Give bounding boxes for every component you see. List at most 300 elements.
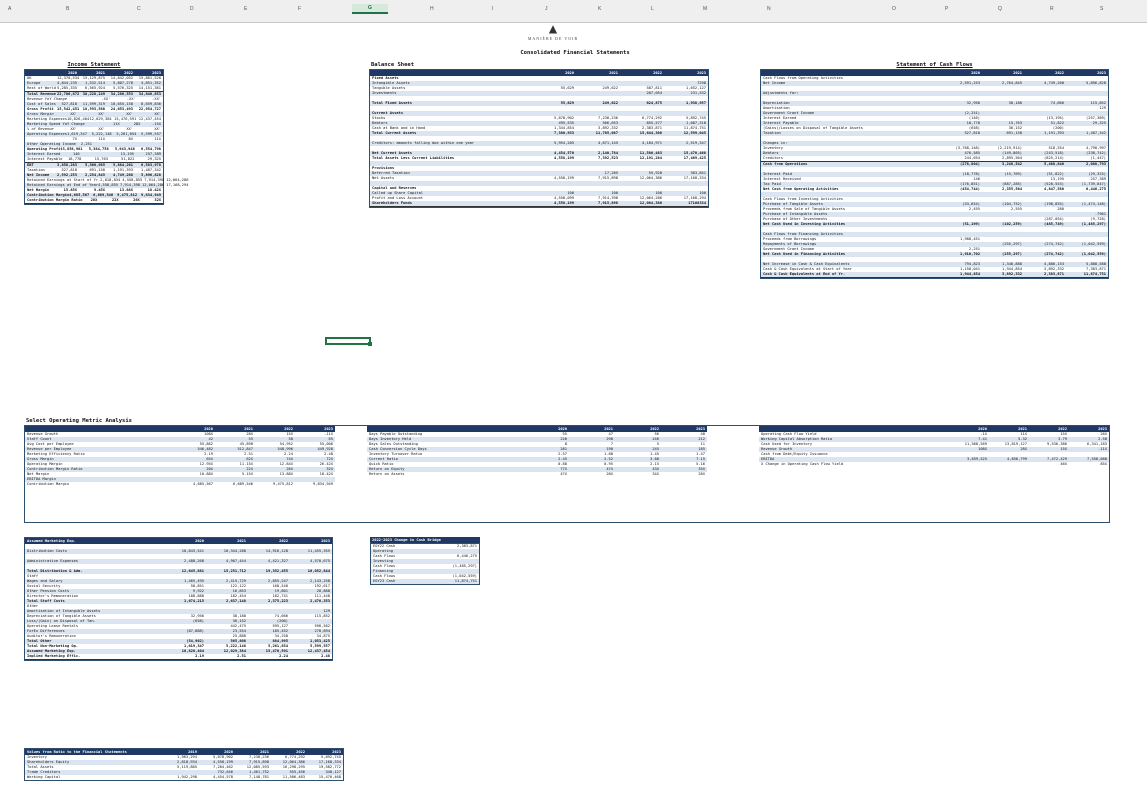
cell-value[interactable]: 10,826,404 <box>181 649 204 653</box>
cell-value[interactable]: -15X <box>152 122 161 126</box>
cell-value[interactable]: 100 <box>611 191 618 195</box>
cell-value[interactable]: 55 <box>248 437 253 441</box>
cell-value[interactable]: 5,896,828 <box>141 173 161 177</box>
cell-value[interactable]: XX' <box>126 112 133 116</box>
cell-value[interactable]: 2,855,247 <box>268 579 288 583</box>
cell-value[interactable]: (198,855) <box>1044 202 1064 206</box>
cell-value[interactable]: 2.48 <box>324 452 333 456</box>
cell-value[interactable]: 245 <box>652 447 659 451</box>
cell-value[interactable]: 1,944,854 <box>1002 267 1022 271</box>
cell-value[interactable]: 2,251 <box>968 247 980 251</box>
cell-value[interactable]: 2,415,729 <box>226 579 246 583</box>
cell-value[interactable]: (1,447) <box>1090 156 1106 160</box>
cell-value[interactable]: 4,685,567 <box>69 193 90 197</box>
cell-value[interactable]: 4,454,570 <box>554 151 574 155</box>
cell-value[interactable]: 2,555 <box>1010 207 1022 211</box>
cell-value[interactable]: 2020 <box>68 71 77 75</box>
cell-value[interactable]: 6,689,546 <box>233 482 253 486</box>
cell-value[interactable]: -XX' <box>152 97 162 101</box>
cell-value[interactable]: 29,325 <box>147 157 161 161</box>
cell-value[interactable]: 55,006 <box>319 442 333 446</box>
cell-value[interactable]: 38,180 <box>232 614 246 618</box>
cell-value[interactable]: 6,565,924 <box>85 86 105 90</box>
cell-value[interactable]: 2,591,253 <box>960 81 980 85</box>
cell-value[interactable]: 2022 <box>284 427 293 431</box>
column-header-h[interactable]: H <box>430 6 434 12</box>
cell-value[interactable]: 4,454,578 <box>213 775 233 779</box>
cell-value[interactable]: 15X <box>1060 447 1067 451</box>
cell-value[interactable]: 2,251 <box>80 142 92 146</box>
cell-value[interactable]: 555,456 <box>289 770 305 774</box>
cell-value[interactable]: 15,763 <box>94 157 108 161</box>
cell-value[interactable]: 12,437,454 <box>138 117 161 121</box>
cell-value[interactable]: 115,852 <box>314 614 330 618</box>
cell-value[interactable]: 6,774,292 <box>285 755 305 759</box>
cell-value[interactable]: 7X <box>72 137 77 141</box>
active-cell-selection[interactable] <box>325 337 371 345</box>
cell-value[interactable]: 5,878,902 <box>554 116 574 120</box>
cell-value[interactable]: 2021 <box>244 427 253 431</box>
cell-value[interactable]: 548,996 <box>277 447 293 451</box>
cell-value[interactable]: 5,222,148 <box>91 132 112 136</box>
cell-value[interactable]: 2022 <box>124 71 133 75</box>
cell-value[interactable]: 231,532 <box>690 91 706 95</box>
cell-value[interactable]: 4,749,268 <box>1044 81 1064 85</box>
cell-value[interactable]: 17,168,294 <box>683 196 706 200</box>
cell-value[interactable]: 45,898 <box>239 442 253 446</box>
cell-value[interactable]: 3.88 <box>650 457 659 461</box>
cell-value[interactable]: 15,542,451 <box>57 107 80 111</box>
cell-value[interactable]: 12,437,454 <box>307 649 330 653</box>
cell-value[interactable]: (1,042,559) <box>1081 242 1106 246</box>
cell-value[interactable]: 34,875 <box>316 634 330 638</box>
cell-value[interactable]: 3,248,542 <box>1002 162 1022 166</box>
cell-value[interactable]: 4,907,444 <box>226 559 246 563</box>
cell-value[interactable]: 257,389 <box>145 152 162 156</box>
cell-value[interactable]: 249,622 <box>602 86 618 90</box>
cell-value[interactable]: 518,554 <box>1048 146 1064 150</box>
cell-value[interactable]: 23,554 <box>232 629 246 633</box>
cell-value[interactable]: 2.19 <box>204 452 213 456</box>
cell-value[interactable]: 8X <box>128 137 133 141</box>
cell-value[interactable]: 2.45 <box>558 457 567 461</box>
cell-value[interactable]: 794,823 <box>964 262 980 266</box>
cell-value[interactable]: 281 <box>560 447 567 451</box>
cell-value[interactable]: 2019 <box>188 750 197 754</box>
cell-value[interactable]: XX' <box>70 127 77 131</box>
cell-value[interactable]: 7.15 <box>696 457 705 461</box>
cell-value[interactable]: 11,455,355 <box>307 549 330 553</box>
cell-value[interactable]: 22X <box>111 198 119 202</box>
cell-value[interactable]: 18,593,580 <box>82 107 105 111</box>
cell-value[interactable]: 287,054 <box>646 91 662 95</box>
cell-value[interactable]: 20X <box>206 467 213 471</box>
cell-value[interactable]: 4,847,580 <box>1044 187 1064 191</box>
cell-value[interactable]: 58 <box>288 437 293 441</box>
cell-value[interactable]: 587,811 <box>646 86 662 90</box>
cell-value[interactable]: 85X <box>1100 462 1107 466</box>
cell-value[interactable]: 2020 <box>565 71 574 75</box>
cell-value[interactable]: 1,944,854 <box>960 272 980 276</box>
column-header-k[interactable]: K <box>598 6 602 12</box>
cell-value[interactable]: XX' <box>70 112 77 116</box>
cell-value[interactable]: 442,475 <box>230 624 246 628</box>
cell-value[interactable]: 5,954,205 <box>554 141 574 145</box>
cell-value[interactable]: 74X <box>286 457 293 461</box>
cell-value[interactable]: 5.16 <box>696 462 705 466</box>
cell-value[interactable]: 7,915,898 <box>598 201 618 205</box>
cell-value[interactable]: 4,421,327 <box>268 559 288 563</box>
cell-value[interactable]: 10.88X <box>199 472 213 476</box>
cell-value[interactable]: 2,088,793 <box>1086 162 1106 166</box>
cell-value[interactable]: 6,341,183 <box>1087 442 1107 446</box>
cell-value[interactable]: 15,129,875 <box>82 76 105 80</box>
cell-value[interactable]: 546,482 <box>197 447 213 451</box>
cell-value[interactable]: 5,599,557 <box>310 644 330 648</box>
cell-value[interactable]: 55,928 <box>648 171 662 175</box>
cell-value[interactable]: 6,446,275 <box>457 554 477 558</box>
cell-value[interactable]: -7961 <box>1094 212 1106 216</box>
cell-value[interactable]: 7,915,898 <box>249 760 269 764</box>
cell-value[interactable]: 5.15X <box>241 472 253 476</box>
cell-value[interactable]: 1,619,347 <box>66 132 87 136</box>
cell-value[interactable]: 9.45X <box>93 188 105 192</box>
cell-value[interactable]: XX' <box>98 112 105 116</box>
cell-value[interactable]: 2,355,564 <box>1002 187 1022 191</box>
cell-value[interactable]: 5,943,948 <box>114 147 135 151</box>
cell-value[interactable]: 4,685,567 <box>193 482 213 486</box>
cell-value[interactable]: 2020 <box>971 71 980 75</box>
cell-value[interactable]: 32,956 <box>190 614 204 618</box>
cell-value[interactable]: 12.95X <box>199 462 213 466</box>
cell-value[interactable]: 2022 <box>1055 71 1064 75</box>
cell-value[interactable]: 2,519,347 <box>686 141 706 145</box>
cell-value[interactable]: 34,846,853 <box>138 92 161 96</box>
cell-value[interactable]: 8 <box>564 442 567 446</box>
cell-value[interactable]: (485,749) <box>1044 222 1064 226</box>
cell-value[interactable]: 28,888 <box>316 589 330 593</box>
cell-value[interactable]: 12,064,286 <box>166 178 189 182</box>
cell-value[interactable]: 12,064,286 <box>142 183 165 187</box>
cell-value[interactable]: 9,834,949 <box>313 482 333 486</box>
cell-value[interactable]: 1,053,425 <box>310 639 330 643</box>
cell-value[interactable]: 257,389 <box>1090 177 1106 181</box>
cell-value[interactable]: 11,705,087 <box>595 131 618 135</box>
cell-value[interactable]: 3,892,332 <box>1002 272 1022 276</box>
cell-value[interactable]: 11,874,751 <box>454 579 477 583</box>
cell-value[interactable]: 2022 <box>653 71 662 75</box>
cell-value[interactable]: 5 <box>656 442 659 446</box>
cell-value[interactable]: 19,582,772 <box>318 765 341 769</box>
cell-value[interactable]: 527,818 <box>964 131 980 135</box>
cell-value[interactable]: XX' <box>154 127 161 131</box>
cell-value[interactable]: 2023 <box>321 539 330 543</box>
cell-value[interactable]: 4,558,855 <box>98 183 119 187</box>
cell-value[interactable]: 5,285,335 <box>57 86 77 90</box>
cell-value[interactable]: 11X <box>154 137 161 141</box>
cell-value[interactable]: 146 <box>973 177 980 181</box>
cell-value[interactable]: 5,261,854 <box>268 644 288 648</box>
cell-value[interactable]: 198 <box>606 447 613 451</box>
cell-value[interactable]: 18.42X <box>319 472 333 476</box>
cell-value[interactable]: 77X <box>560 467 567 471</box>
cell-value[interactable]: 495,535 <box>558 121 574 125</box>
cell-value[interactable]: 7,238,236 <box>598 116 618 120</box>
cell-value[interactable]: 1,532,514 <box>85 81 105 85</box>
cell-value[interactable]: 28X <box>90 198 98 202</box>
column-header-s[interactable]: S <box>1100 6 1104 12</box>
cell-value[interactable]: 182,741 <box>272 594 288 598</box>
cell-value[interactable]: 38,180 <box>1008 101 1022 105</box>
cell-value[interactable]: 2021 <box>96 71 105 75</box>
cell-value[interactable]: 16,298,295 <box>282 765 305 769</box>
cell-value[interactable]: 15,470,468 <box>318 775 341 779</box>
cell-value[interactable]: 3,892,332 <box>1044 267 1064 271</box>
column-header-e[interactable]: E <box>244 6 248 12</box>
cell-value[interactable]: 9,536,386 <box>1047 442 1067 446</box>
cell-value[interactable]: 115,852 <box>1090 101 1106 105</box>
cell-value[interactable]: 2022 <box>296 750 305 754</box>
cell-value[interactable]: (287,054) <box>1044 217 1064 221</box>
cell-value[interactable]: (9,728) <box>1090 217 1106 221</box>
fill-handle[interactable] <box>368 342 372 346</box>
cell-value[interactable]: 51,822 <box>121 157 135 161</box>
cell-value[interactable]: (1,485,297) <box>452 564 477 568</box>
cell-value[interactable]: 2,818,934 <box>177 760 197 764</box>
cell-value[interactable]: 42 <box>208 437 213 441</box>
cell-value[interactable]: 15X <box>286 432 293 436</box>
column-header-o[interactable]: O <box>892 6 896 12</box>
cell-value[interactable]: 10,843,541 <box>181 549 204 553</box>
cell-value[interactable]: 168,548 <box>272 584 288 588</box>
cell-value[interactable]: 11X <box>1020 432 1027 436</box>
cell-value[interactable]: 3,659,525 <box>967 457 987 461</box>
cell-value[interactable]: 122,122 <box>230 584 246 588</box>
cell-value[interactable]: 17,469,425 <box>683 156 706 160</box>
column-header-j[interactable]: J <box>545 6 548 12</box>
cell-value[interactable]: 192,617 <box>314 584 330 588</box>
cell-value[interactable]: 12,064,386 <box>282 760 305 764</box>
cell-value[interactable]: 15.85X <box>63 188 77 192</box>
cell-value[interactable]: (51,822) <box>1046 172 1064 176</box>
cell-value[interactable]: 2020 <box>558 427 567 431</box>
cell-value[interactable]: 32X <box>326 467 333 471</box>
cell-value[interactable]: 476,585 <box>964 151 980 155</box>
cell-value[interactable]: 7 <box>610 442 613 446</box>
cell-value[interactable]: 26.42X <box>319 462 333 466</box>
cell-value[interactable]: 28X <box>133 122 141 126</box>
cell-value[interactable]: 14,916,128 <box>265 549 288 553</box>
cell-value[interactable]: (2,219,914) <box>997 146 1022 150</box>
cell-value[interactable]: (255,297) <box>1002 252 1022 256</box>
cell-value[interactable]: 5,892,745 <box>686 116 706 120</box>
cell-value[interactable]: 34X <box>652 472 659 476</box>
cell-value[interactable]: 4,671,145 <box>598 141 618 145</box>
cell-value[interactable]: 146 <box>72 152 80 156</box>
column-header-b[interactable]: B <box>66 6 70 12</box>
cell-value[interactable]: 2020 <box>195 539 204 543</box>
cell-value[interactable]: (238,742) <box>1086 151 1106 155</box>
cell-value[interactable]: 74,666 <box>1050 101 1064 105</box>
cell-value[interactable]: 3.79 <box>1058 437 1067 441</box>
cell-value[interactable]: 15,476,591 <box>265 649 288 653</box>
cell-value[interactable]: 1,938,957 <box>686 101 706 105</box>
cell-value[interactable]: 5,888,588 <box>1086 262 1106 266</box>
cell-value[interactable]: 5,576,325 <box>113 86 133 90</box>
cell-value[interactable]: (3,768,148) <box>955 146 980 150</box>
cell-value[interactable]: 4,558,099 <box>554 196 574 200</box>
column-header-d[interactable]: D <box>190 6 194 12</box>
cell-value[interactable]: 2,375,223 <box>268 599 288 603</box>
cell-value[interactable]: 17,285 <box>604 171 618 175</box>
cell-value[interactable]: 226 <box>560 437 567 441</box>
cell-value[interactable]: (454,744) <box>960 187 980 191</box>
cell-value[interactable]: 2.48 <box>321 654 330 658</box>
cell-value[interactable]: 4,558,199 <box>213 760 233 764</box>
cell-value[interactable]: 4,851,352 <box>141 81 161 85</box>
cell-value[interactable]: 48 <box>700 432 705 436</box>
cell-value[interactable]: 13,195 <box>1050 177 1064 181</box>
cell-value[interactable]: XX' <box>154 112 161 116</box>
cell-value[interactable]: 12,064,386 <box>639 176 662 180</box>
cell-value[interactable]: 0.88 <box>558 462 567 466</box>
cell-value[interactable]: (176,851) <box>960 182 980 186</box>
cell-value[interactable]: 38,228,249 <box>82 92 105 96</box>
cell-value[interactable]: 46X <box>1060 462 1067 466</box>
cell-value[interactable]: 108X <box>204 432 213 436</box>
cell-value[interactable]: 624,875 <box>646 101 662 105</box>
cell-value[interactable]: 2020 <box>224 750 233 754</box>
cell-value[interactable]: 2.51 <box>244 452 253 456</box>
cell-value[interactable]: 17,168,334 <box>683 176 706 180</box>
cell-value[interactable]: 2,592,253 <box>57 173 77 177</box>
cell-value[interactable]: (149,865) <box>1002 151 1022 155</box>
column-header-m[interactable]: M <box>703 6 708 12</box>
cell-value[interactable]: 17168334 <box>688 201 706 205</box>
cell-value[interactable]: 7,380,933 <box>554 131 574 135</box>
cell-value[interactable] <box>949 462 989 467</box>
cell-value[interactable]: 2,476,353 <box>310 599 330 603</box>
cell-value[interactable]: 13.88X <box>119 188 133 192</box>
cell-value[interactable]: 1,674,215 <box>184 599 204 603</box>
cell-value[interactable]: 3,858,283 <box>57 163 77 167</box>
cell-value[interactable]: 2021 <box>604 427 613 431</box>
cell-value[interactable]: 32X <box>154 198 162 202</box>
cell-value[interactable]: 11X <box>113 122 120 126</box>
cell-value[interactable]: 26X <box>133 198 140 202</box>
cell-value[interactable]: 246 <box>652 437 659 441</box>
cell-value[interactable]: 5,119,885 <box>177 765 197 769</box>
cell-value[interactable]: (825,214) <box>1044 156 1064 160</box>
cell-value[interactable]: 0.95 <box>604 462 613 466</box>
cell-value[interactable]: 212 <box>698 437 705 441</box>
cell-value[interactable]: 15,476,591 <box>114 117 137 121</box>
cell-value[interactable]: 2,383,871 <box>642 126 662 130</box>
cell-value[interactable]: 12,645,881 <box>181 569 204 573</box>
cell-value[interactable]: 5,892,745 <box>321 755 341 759</box>
cell-value[interactable]: 5,896,828 <box>1086 81 1106 85</box>
cell-value[interactable]: 1,988,451 <box>960 237 980 241</box>
cell-value[interactable]: 298 <box>606 437 613 441</box>
cell-value[interactable]: 36,152 <box>1008 126 1022 130</box>
cell-value[interactable]: -11X <box>324 432 333 436</box>
cell-value[interactable]: 1,487,342 <box>141 168 161 172</box>
cell-value[interactable]: 527,818 <box>61 168 77 172</box>
cell-value[interactable]: 1,158,041 <box>960 267 980 271</box>
cell-value[interactable]: 129 <box>1099 106 1106 110</box>
cell-value[interactable]: 22,954,727 <box>138 107 161 111</box>
cell-value[interactable]: 1,087,318 <box>686 121 706 125</box>
cell-value[interactable]: 185 <box>698 447 705 451</box>
cell-value[interactable]: -XX' <box>126 97 136 101</box>
cell-value[interactable]: (2,251) <box>964 111 980 115</box>
cell-value[interactable]: 32,956 <box>966 101 980 105</box>
cell-value[interactable]: 6,583,978 <box>141 163 161 167</box>
cell-value[interactable]: XX' <box>98 127 105 131</box>
cell-value[interactable]: 2,140,784 <box>598 151 618 155</box>
cell-value[interactable]: 100 <box>699 191 706 195</box>
cell-value[interactable]: 4,558,199 <box>554 176 574 180</box>
cell-value[interactable]: 1,652,127 <box>686 86 706 90</box>
cell-value[interactable]: 28X <box>246 432 253 436</box>
cell-value[interactable]: 12,064,386 <box>639 201 662 205</box>
cell-value[interactable]: 9,475,812 <box>117 193 138 197</box>
cell-value[interactable]: 5.32 <box>1018 437 1027 441</box>
cell-value[interactable]: 2021 <box>1013 71 1022 75</box>
cell-value[interactable]: 12,029,384 <box>223 649 246 653</box>
cell-value[interactable]: 280 <box>1057 207 1064 211</box>
cell-value[interactable]: 5,488,846 <box>1044 162 1064 166</box>
cell-value[interactable]: (257,389) <box>1086 116 1106 120</box>
cell-value[interactable]: 182,454 <box>230 594 246 598</box>
cell-value[interactable]: 595,127 <box>272 624 288 628</box>
cell-value[interactable]: 2022 <box>1058 427 1067 431</box>
cell-value[interactable]: 4,856,799 <box>1007 457 1027 461</box>
cell-value[interactable]: 18,778 <box>966 121 980 125</box>
cell-value[interactable]: 2,254,845 <box>85 173 105 177</box>
cell-value[interactable]: 34,258 <box>274 634 288 638</box>
cell-value[interactable]: (29,325) <box>1088 172 1106 176</box>
cell-value[interactable]: 15,251,712 <box>223 569 246 573</box>
cell-value[interactable]: 5,366,985 <box>85 163 105 167</box>
cell-value[interactable]: 2,764,845 <box>1002 81 1022 85</box>
cell-value[interactable]: 4,880,153 <box>1044 262 1064 266</box>
cell-value[interactable]: 449,928 <box>317 447 333 451</box>
column-header-r[interactable]: R <box>1050 6 1054 12</box>
cell-value[interactable]: 72X <box>326 457 333 461</box>
cell-value[interactable]: 4,749,268 <box>113 173 133 177</box>
cell-value[interactable]: 7,148,781 <box>249 775 269 779</box>
cell-value[interactable]: 47 <box>608 432 613 436</box>
cell-value[interactable]: 12,191,284 <box>639 156 662 160</box>
column-header-p[interactable]: P <box>945 6 949 12</box>
cell-value[interactable]: 1,461,752 <box>249 770 269 774</box>
cell-value[interactable]: 24,653,493 <box>110 107 133 111</box>
cell-value[interactable]: 29,325 <box>1092 121 1106 125</box>
cell-value[interactable]: 2023 <box>697 71 706 75</box>
cell-value[interactable]: 1.88 <box>604 452 613 456</box>
cell-value[interactable]: 15,801,520 <box>138 76 161 80</box>
cell-value[interactable]: 12,599,045 <box>683 131 706 135</box>
cell-value[interactable]: 188,888 <box>188 594 204 598</box>
cell-value[interactable]: 691,158 <box>1006 131 1022 135</box>
cell-value[interactable]: 1,348,888 <box>1002 262 1022 266</box>
cell-value[interactable]: 47X <box>560 472 567 476</box>
cell-value[interactable]: 100 <box>567 191 574 195</box>
cell-value[interactable]: (658) <box>968 126 980 130</box>
cell-value[interactable]: 2,818,834 <box>100 178 121 182</box>
cell-value[interactable]: 2.51 <box>237 654 246 658</box>
